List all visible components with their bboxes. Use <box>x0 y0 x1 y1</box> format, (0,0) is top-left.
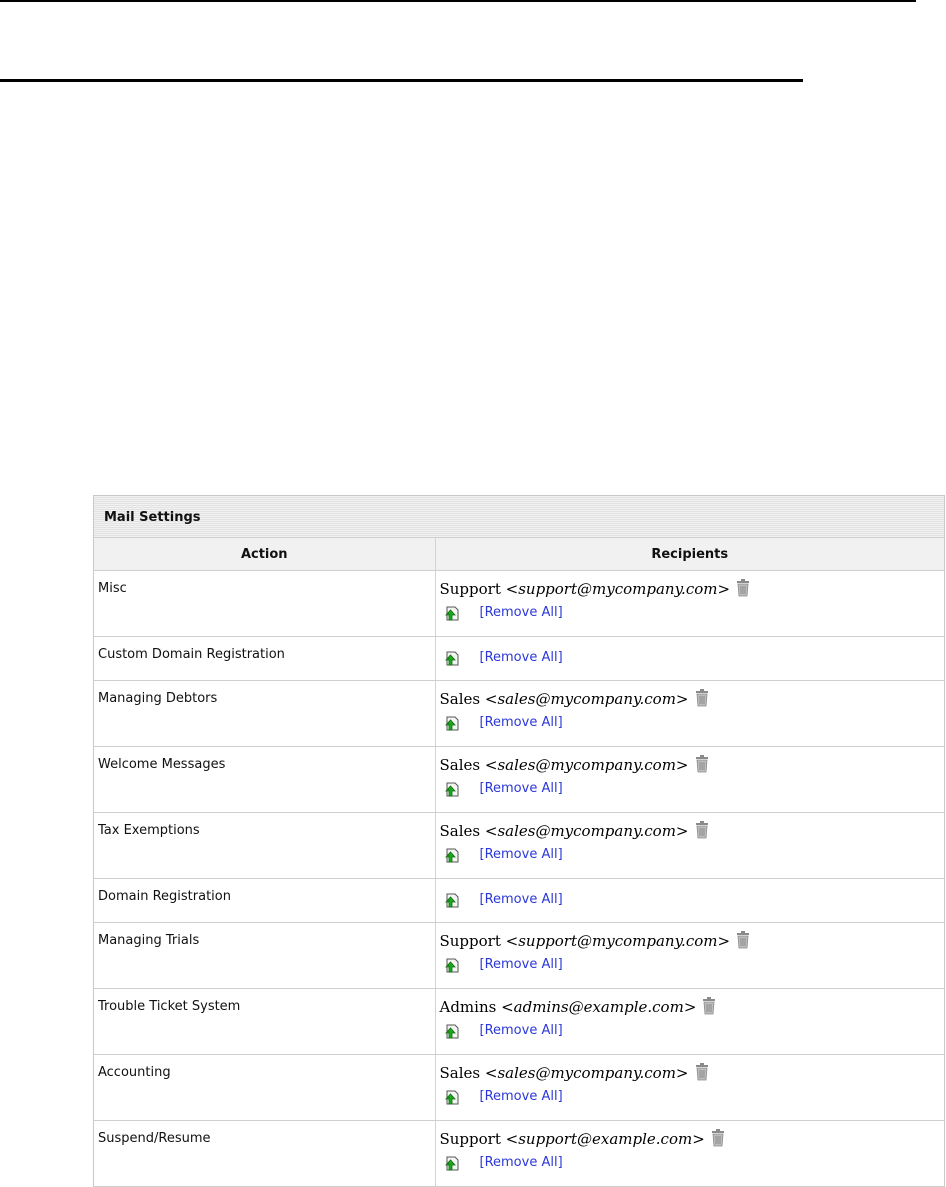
trash-icon[interactable] <box>711 1129 725 1154</box>
table-row <box>94 989 944 1055</box>
trash-icon[interactable] <box>736 931 750 956</box>
recipient-entry: Admins <admins@example.com> <box>440 995 945 1019</box>
recipient-entry: Sales <sales@mycompany.com> <box>440 819 945 843</box>
remove-all-link[interactable]: [Remove All] <box>479 957 563 972</box>
action-label: Suspend/Resume <box>98 1131 211 1146</box>
recipient-entry: Sales <sales@mycompany.com> <box>440 1061 945 1085</box>
remove-all-link[interactable]: [Remove All] <box>479 1155 563 1170</box>
table-row <box>94 747 944 813</box>
add-recipient-icon[interactable] <box>442 1022 460 1040</box>
remove-all-link[interactable]: [Remove All] <box>479 847 563 862</box>
action-label: Misc <box>98 581 127 596</box>
remove-all-link[interactable]: [Remove All] <box>479 650 563 665</box>
recipient-name: Admins <box>439 998 497 1016</box>
recipients-cell <box>435 571 944 637</box>
remove-all-link[interactable]: [Remove All] <box>479 781 563 796</box>
recipient-entry: Support <support@mycompany.com> <box>440 577 945 601</box>
recipient-name: Support <box>439 580 501 598</box>
trash-icon[interactable] <box>695 755 709 780</box>
add-recipient-icon[interactable] <box>442 891 460 909</box>
table-row <box>94 879 944 923</box>
add-recipient-icon[interactable] <box>442 1154 460 1172</box>
recipient-email: sales@mycompany.com <box>497 756 676 774</box>
add-recipient-icon[interactable] <box>442 714 460 732</box>
recipients-cell <box>435 1055 944 1121</box>
recipients-cell <box>435 1121 944 1187</box>
table-row <box>94 637 944 681</box>
recipients-cell <box>435 989 944 1055</box>
recipients-cell <box>435 681 944 747</box>
recipient-entry: Support <support@mycompany.com> <box>440 929 945 953</box>
recipients-cell <box>435 637 944 681</box>
remove-all-link[interactable]: [Remove All] <box>479 715 563 730</box>
add-recipient-icon[interactable] <box>442 649 460 667</box>
action-cell <box>94 989 435 1055</box>
recipient-email: support@mycompany.com <box>518 932 718 950</box>
action-cell <box>94 1055 435 1121</box>
recipient-entry: Sales <sales@mycompany.com> <box>440 753 945 777</box>
table-row <box>94 571 944 637</box>
remove-all-link[interactable]: [Remove All] <box>479 892 563 907</box>
recipient-email: support@mycompany.com <box>518 580 718 598</box>
table-row <box>94 923 944 989</box>
action-cell <box>94 747 435 813</box>
action-cell <box>94 681 435 747</box>
remove-all-link[interactable]: [Remove All] <box>479 1023 563 1038</box>
action-label: Accounting <box>98 1065 171 1080</box>
add-recipient-icon[interactable] <box>442 604 460 622</box>
panel-title: Mail Settings <box>94 496 944 538</box>
action-label: Domain Registration <box>98 889 231 904</box>
action-cell <box>94 637 435 681</box>
trash-icon[interactable] <box>695 821 709 846</box>
add-recipient-icon[interactable] <box>442 846 460 864</box>
trash-icon[interactable] <box>736 579 750 604</box>
add-recipient-icon[interactable] <box>442 780 460 798</box>
top-rule <box>0 0 916 2</box>
recipient-name: Sales <box>439 1064 481 1082</box>
action-label: Tax Exemptions <box>98 823 200 838</box>
recipient-email: support@example.com <box>518 1130 693 1148</box>
action-cell <box>94 879 435 923</box>
recipients-cell <box>435 923 944 989</box>
table-row <box>94 1055 944 1121</box>
remove-all-link[interactable]: [Remove All] <box>479 605 563 620</box>
action-label: Welcome Messages <box>98 757 226 772</box>
action-label: Custom Domain Registration <box>98 647 285 662</box>
action-cell <box>94 571 435 637</box>
add-recipient-icon[interactable] <box>442 1088 460 1106</box>
recipient-entry: Sales <sales@mycompany.com> <box>440 687 945 711</box>
recipients-cell <box>435 879 944 923</box>
action-label: Managing Trials <box>98 933 200 948</box>
column-header-recipients: Recipients <box>435 538 944 571</box>
section-rule <box>0 79 803 82</box>
remove-all-link[interactable]: [Remove All] <box>479 1089 563 1104</box>
mail-settings-panel <box>93 495 945 1187</box>
recipients-cell <box>435 813 944 879</box>
recipients-cell <box>435 747 944 813</box>
mail-settings-table <box>94 538 944 1187</box>
recipient-email: sales@mycompany.com <box>497 690 676 708</box>
table-row <box>94 813 944 879</box>
trash-icon[interactable] <box>695 1063 709 1088</box>
trash-icon[interactable] <box>695 689 709 714</box>
action-label: Trouble Ticket System <box>98 999 241 1014</box>
recipient-email: sales@mycompany.com <box>497 822 676 840</box>
table-row <box>94 1121 944 1187</box>
action-cell <box>94 923 435 989</box>
recipient-email: admins@example.com <box>513 998 684 1016</box>
recipient-entry: Support <support@example.com> <box>440 1127 945 1151</box>
recipient-name: Support <box>439 932 501 950</box>
recipient-name: Support <box>439 1130 501 1148</box>
recipient-name: Sales <box>439 690 481 708</box>
table-row <box>94 681 944 747</box>
action-cell <box>94 813 435 879</box>
recipient-email: sales@mycompany.com <box>497 1064 676 1082</box>
recipient-name: Sales <box>439 756 481 774</box>
column-header-action: Action <box>94 538 435 571</box>
action-cell <box>94 1121 435 1187</box>
recipient-name: Sales <box>439 822 481 840</box>
action-label: Managing Debtors <box>98 691 218 706</box>
trash-icon[interactable] <box>702 997 716 1022</box>
table-header-row <box>94 538 944 571</box>
add-recipient-icon[interactable] <box>442 956 460 974</box>
